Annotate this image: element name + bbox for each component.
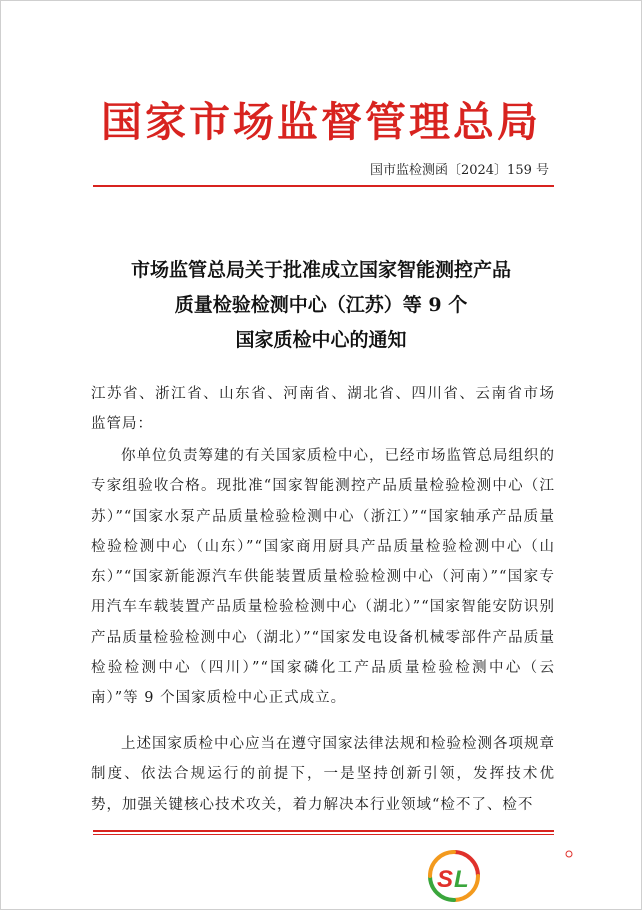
document-number: 国市监检测函〔2024〕159 号: [369, 163, 549, 178]
sl-logo-icon: [425, 847, 483, 905]
logo-letter-s: S: [437, 866, 454, 893]
title-line-2: 质量检验检测中心（江苏）等 9 个: [174, 294, 468, 316]
small-circle-mark: [565, 850, 573, 858]
addressee: 江苏省、浙江省、山东省、河南省、湖北省、四川省、云南省市场监管局：: [91, 386, 555, 433]
footer-red-divider: [93, 830, 554, 832]
title-line-3: 国家质检中心的通知: [235, 329, 407, 351]
title-line-1: 市场监管总局关于批准成立国家智能测控产品: [130, 259, 511, 281]
document-title: [81, 253, 561, 358]
body-paragraph-1: 你单位负责筹建的有关国家质检中心，已经市场监管总局组织的专家组验收合格。现批准“国家智能测控产品质量检验检测中心（江苏）”“国家水泵产品质量检验检测中心（浙江）”“国家轴承产品质量检验检测中心（山东）”“国家商用厨具产品质量检验检测中心（山东）”“国家新能源汽车供能装置质量检验检测中心（河南）”“国家专用汽车车载装置产品质量检验检测中心（湖北）”“国家智能安防识别产品质量检验检测中心（湖北）”“国家发电设备机械零部件产品质量检验检测中心（四川）”“国家磷化工产品质量检验检测中心（云南）”等 9 个国家质检中心正式成立。: [91, 448, 555, 707]
logo-letter-l: L: [454, 866, 469, 893]
footer-red-divider-thin: [93, 834, 554, 835]
agency-title: 国家市场监督管理总局: [101, 98, 541, 146]
header-red-divider: [93, 185, 554, 187]
body-paragraph-2: 上述国家质检中心应当在遵守国家法律法规和检验检测各项规章制度、依法合规运行的前提下，一是坚持创新引领，发挥技术优势，加强关键核心技术攻关，着力解决本行业领域“检不了、检不: [91, 736, 555, 813]
